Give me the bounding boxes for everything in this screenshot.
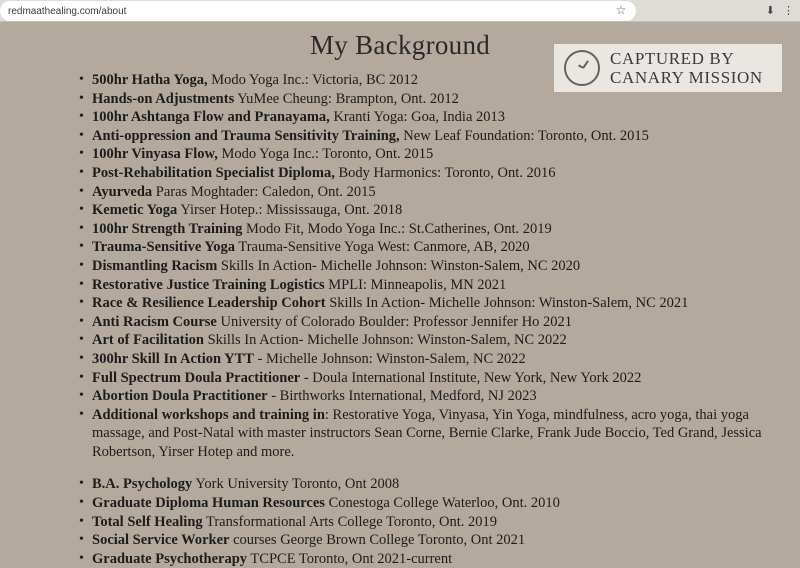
address-bar[interactable] xyxy=(0,1,636,21)
list-item-title: B.A. Psychology xyxy=(92,476,193,493)
list-item-detail: Trauma-Sensitive Yoga West: Canmore, AB, 2020 xyxy=(234,239,530,256)
list-item-detail: York University Toronto, Ont 2008 xyxy=(192,476,400,493)
list-item xyxy=(92,494,792,513)
list-item-detail: MPLI: Minneapolis, MN 2021 xyxy=(324,276,507,293)
list-item-title: 100hr Vinyasa Flow, xyxy=(92,146,218,163)
list-item-detail: Body Harmonics: Toronto, Ont. 2016 xyxy=(334,164,556,181)
list-item-title: Social Service Worker xyxy=(92,532,230,549)
list-item-title: Restorative Justice Training Logistics xyxy=(92,276,325,293)
list-item xyxy=(92,238,792,257)
url-text: redmaathealing.com/about xyxy=(8,5,127,17)
list-item xyxy=(92,220,792,239)
list-item xyxy=(92,387,792,406)
list-item xyxy=(92,164,792,183)
bookmark-star-icon[interactable]: ☆ xyxy=(615,3,627,17)
list-item xyxy=(92,294,792,313)
list-item-title: Graduate Psychotherapy xyxy=(92,550,248,567)
list-item-title: Anti-oppression and Trauma Sensitivity Training, xyxy=(92,127,400,144)
list-item-title: 300hr Skill In Action YTT xyxy=(92,350,254,367)
list-item-detail: TCPCE Toronto, Ont 2021-current xyxy=(247,550,453,567)
list-item-detail: YuMee Cheung: Brampton, Ont. 2012 xyxy=(234,90,459,107)
list-item xyxy=(92,369,792,388)
list-item-detail: Modo Fit, Modo Yoga Inc.: St.Catherines, Ont. 2019 xyxy=(242,220,552,237)
list-item-detail: - Doula International Institute, New York, New York 2022 xyxy=(300,369,642,386)
list-item-title: Dismantling Racism xyxy=(92,257,218,274)
list-item-title: Hands-on Adjustments xyxy=(92,90,235,107)
watermark-line-1: CAPTURED BY xyxy=(610,49,735,68)
list-item xyxy=(92,108,792,127)
background-list xyxy=(0,71,800,568)
list-item-title: Abortion Doula Practitioner xyxy=(92,388,268,405)
list-item-title: Graduate Diploma Human Resources xyxy=(92,495,325,512)
list-item-detail: Transformational Arts College Toronto, Ont. 2019 xyxy=(202,513,497,530)
list-item xyxy=(92,406,792,462)
list-item-detail: Skills In Action- Michelle Johnson: Winston-Salem, NC 2020 xyxy=(217,257,581,274)
list-item xyxy=(92,201,792,220)
menu-icon[interactable]: ⋮ xyxy=(783,5,794,17)
list-item-title: 100hr Strength Training xyxy=(92,220,243,237)
list-item-title: 500hr Hatha Yoga, xyxy=(92,72,208,88)
browser-toolbar xyxy=(0,0,800,22)
list-item-detail: : Restorative Yoga, Vinyasa, Yin Yoga, mindfulness, acro yoga, thai yoga massage, and Post-Natal with master instructors Sean Corne, Bernie Clarke, Frank Jude Boccio, Ted Grand, Jessica Robertson, Yirser Hotep and more. xyxy=(92,406,762,460)
list-item-title: Race & Resilience Leadership Cohort xyxy=(92,295,326,312)
list-item-detail: Skills In Action- Michelle Johnson: Winston-Salem, NC 2021 xyxy=(325,295,689,312)
list-item-title: Full Spectrum Doula Practitioner xyxy=(92,369,301,386)
list-item-title: Total Self Healing xyxy=(92,513,203,530)
list-item-detail: courses George Brown College Toronto, Ont 2021 xyxy=(229,532,526,549)
list-item xyxy=(92,276,792,295)
list-item xyxy=(92,475,792,494)
list-item xyxy=(92,257,792,276)
list-item-title: Additional workshops and training in xyxy=(92,406,325,423)
list-item-detail: Paras Moghtader: Caledon, Ont. 2015 xyxy=(152,183,376,200)
list-item-detail: Skills In Action- Michelle Johnson: Winston-Salem, NC 2022 xyxy=(203,332,567,349)
list-item xyxy=(92,331,792,350)
browser-toolbar-right xyxy=(766,0,794,22)
list-item-detail: Yirser Hotep.: Mississauga, Ont. 2018 xyxy=(177,202,403,219)
list-spacer xyxy=(92,461,792,475)
list-item xyxy=(92,90,792,109)
list-item xyxy=(92,145,792,164)
list-item-title: Kemetic Yoga xyxy=(92,202,178,219)
list-item-detail: Conestoga College Waterloo, Ont. 2010 xyxy=(324,495,560,512)
watermark-line-2: CANARY MISSION xyxy=(610,68,763,87)
list-item-detail: University of Colorado Boulder: Professor Jennifer Ho 2021 xyxy=(216,313,573,330)
list-item-title: Post-Rehabilitation Specialist Diploma, xyxy=(92,164,335,181)
list-item-detail: Modo Yoga Inc.: Toronto, Ont. 2015 xyxy=(217,146,434,163)
page-title: My Background xyxy=(309,30,491,60)
list-item xyxy=(92,127,792,146)
list-item xyxy=(92,550,792,568)
list-item-detail: - Michelle Johnson: Winston-Salem, NC 2022 xyxy=(253,350,526,367)
list-item xyxy=(92,313,792,332)
list-item-title: Trauma-Sensitive Yoga xyxy=(92,239,235,256)
list-item xyxy=(92,183,792,202)
list-item-title: Anti Racism Course xyxy=(92,313,217,330)
download-icon[interactable]: ⬇ xyxy=(765,5,775,17)
list-item xyxy=(92,513,792,532)
list-item-title: 100hr Ashtanga Flow and Pranayama, xyxy=(92,109,330,126)
list-item xyxy=(92,71,792,90)
list-item-detail: - Birthworks International, Medford, NJ 2023 xyxy=(267,388,537,405)
page-content xyxy=(0,22,800,567)
list-item-detail: Kranti Yoga: Goa, India 2013 xyxy=(329,109,506,126)
list-item-title: Ayurveda xyxy=(92,183,153,200)
list-item-detail: New Leaf Foundation: Toronto, Ont. 2015 xyxy=(399,127,649,144)
list-item xyxy=(92,531,792,550)
list-item-title: Art of Facilitation xyxy=(92,332,204,349)
list-item xyxy=(92,350,792,369)
list-item-detail: Modo Yoga Inc.: Victoria, BC 2012 xyxy=(207,72,418,88)
